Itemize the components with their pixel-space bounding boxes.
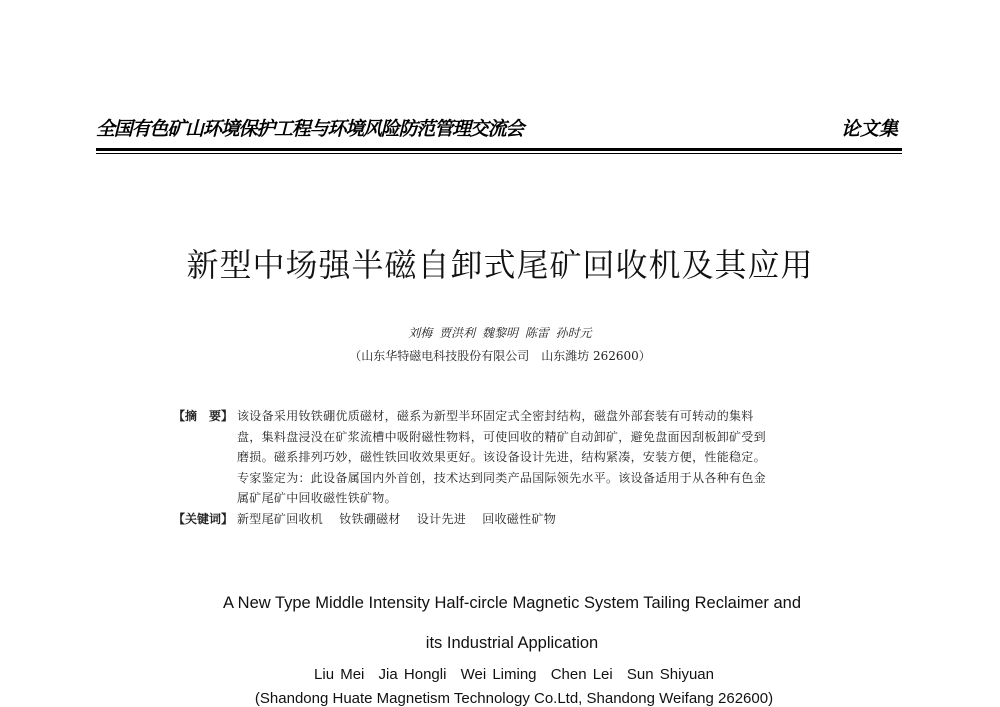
abstract-label: 【摘 要】 — [173, 409, 234, 423]
keyword: 设计先进 — [416, 511, 467, 526]
paper-title-en-line1: A New Type Middle Intensity Half-circle Magnetic System Tailing Reclaimer and — [222, 594, 802, 612]
abstract-line: 磨损。磁系排列巧妙，磁性铁回收效果更好。该设备设计先进，结构紧凑，安装方便，性能稳定。 — [237, 450, 766, 464]
author-cn: 刘梅 — [408, 326, 433, 340]
author-en: Sun Shiyuan — [626, 666, 714, 683]
abstract-line: 专家鉴定为：此设备属国内外首创，技术达到同类产品国际领先水平。该设备适用于从各种有色金 — [237, 470, 766, 485]
header-rule-thin — [96, 153, 902, 154]
conference-name: 全国有色矿山环境保护工程与环境风险防范管理交流会 — [96, 118, 524, 140]
abstract-block — [173, 406, 823, 529]
author-cn: 魏黎明 — [481, 326, 518, 340]
keyword: 钕铁硼磁材 — [339, 511, 401, 526]
abstract-line: 该设备采用钕铁硼优质磁材，磁系为新型半环固定式全密封结构，磁盘外部套装有可转动的集料 — [237, 409, 754, 423]
author-cn: 孙时元 — [555, 326, 592, 340]
affiliation-en: (Shandong Huate Magnetism Technology Co.Ltd, Shandong Weifang 262600) — [254, 690, 774, 707]
author-en: Wei Liming — [460, 666, 537, 683]
header-rule-thick — [96, 148, 902, 151]
abstract-line: 属矿尾矿中回收磁性铁矿物。 — [237, 491, 397, 505]
abstract-text — [237, 406, 823, 509]
keywords-row — [173, 509, 823, 530]
keywords-label: 【关键词】 — [173, 511, 234, 526]
author-en: Jia Hongli — [378, 666, 447, 683]
author-cn: 陈雷 — [524, 326, 549, 340]
author-en: Liu Mei — [314, 666, 365, 683]
keyword: 回收磁性矿物 — [482, 511, 557, 526]
keywords-list — [237, 509, 823, 530]
abstract-line: 盘，集料盘浸没在矿浆流槽中吸附磁性物料，可使回收的精矿自动卸矿，避免盘面因刮板卸矿受到 — [237, 429, 766, 444]
collection-label: 论文集 — [840, 118, 898, 140]
paper-title-en-line2: its Industrial Application — [425, 634, 599, 652]
authors-en — [0, 666, 1000, 683]
paper-title-cn: 新型中场强半磁自卸式尾矿回收机及其应用 — [186, 246, 814, 284]
running-header — [96, 114, 902, 144]
keyword: 新型尾矿回收机 — [237, 511, 324, 526]
authors-cn — [0, 324, 1000, 341]
author-en: Chen Lei — [550, 666, 613, 683]
author-cn: 贾洪利 — [439, 326, 476, 340]
affiliation-cn: （山东华特磁电科技股份有限公司 山东潍坊 262600） — [349, 349, 651, 363]
